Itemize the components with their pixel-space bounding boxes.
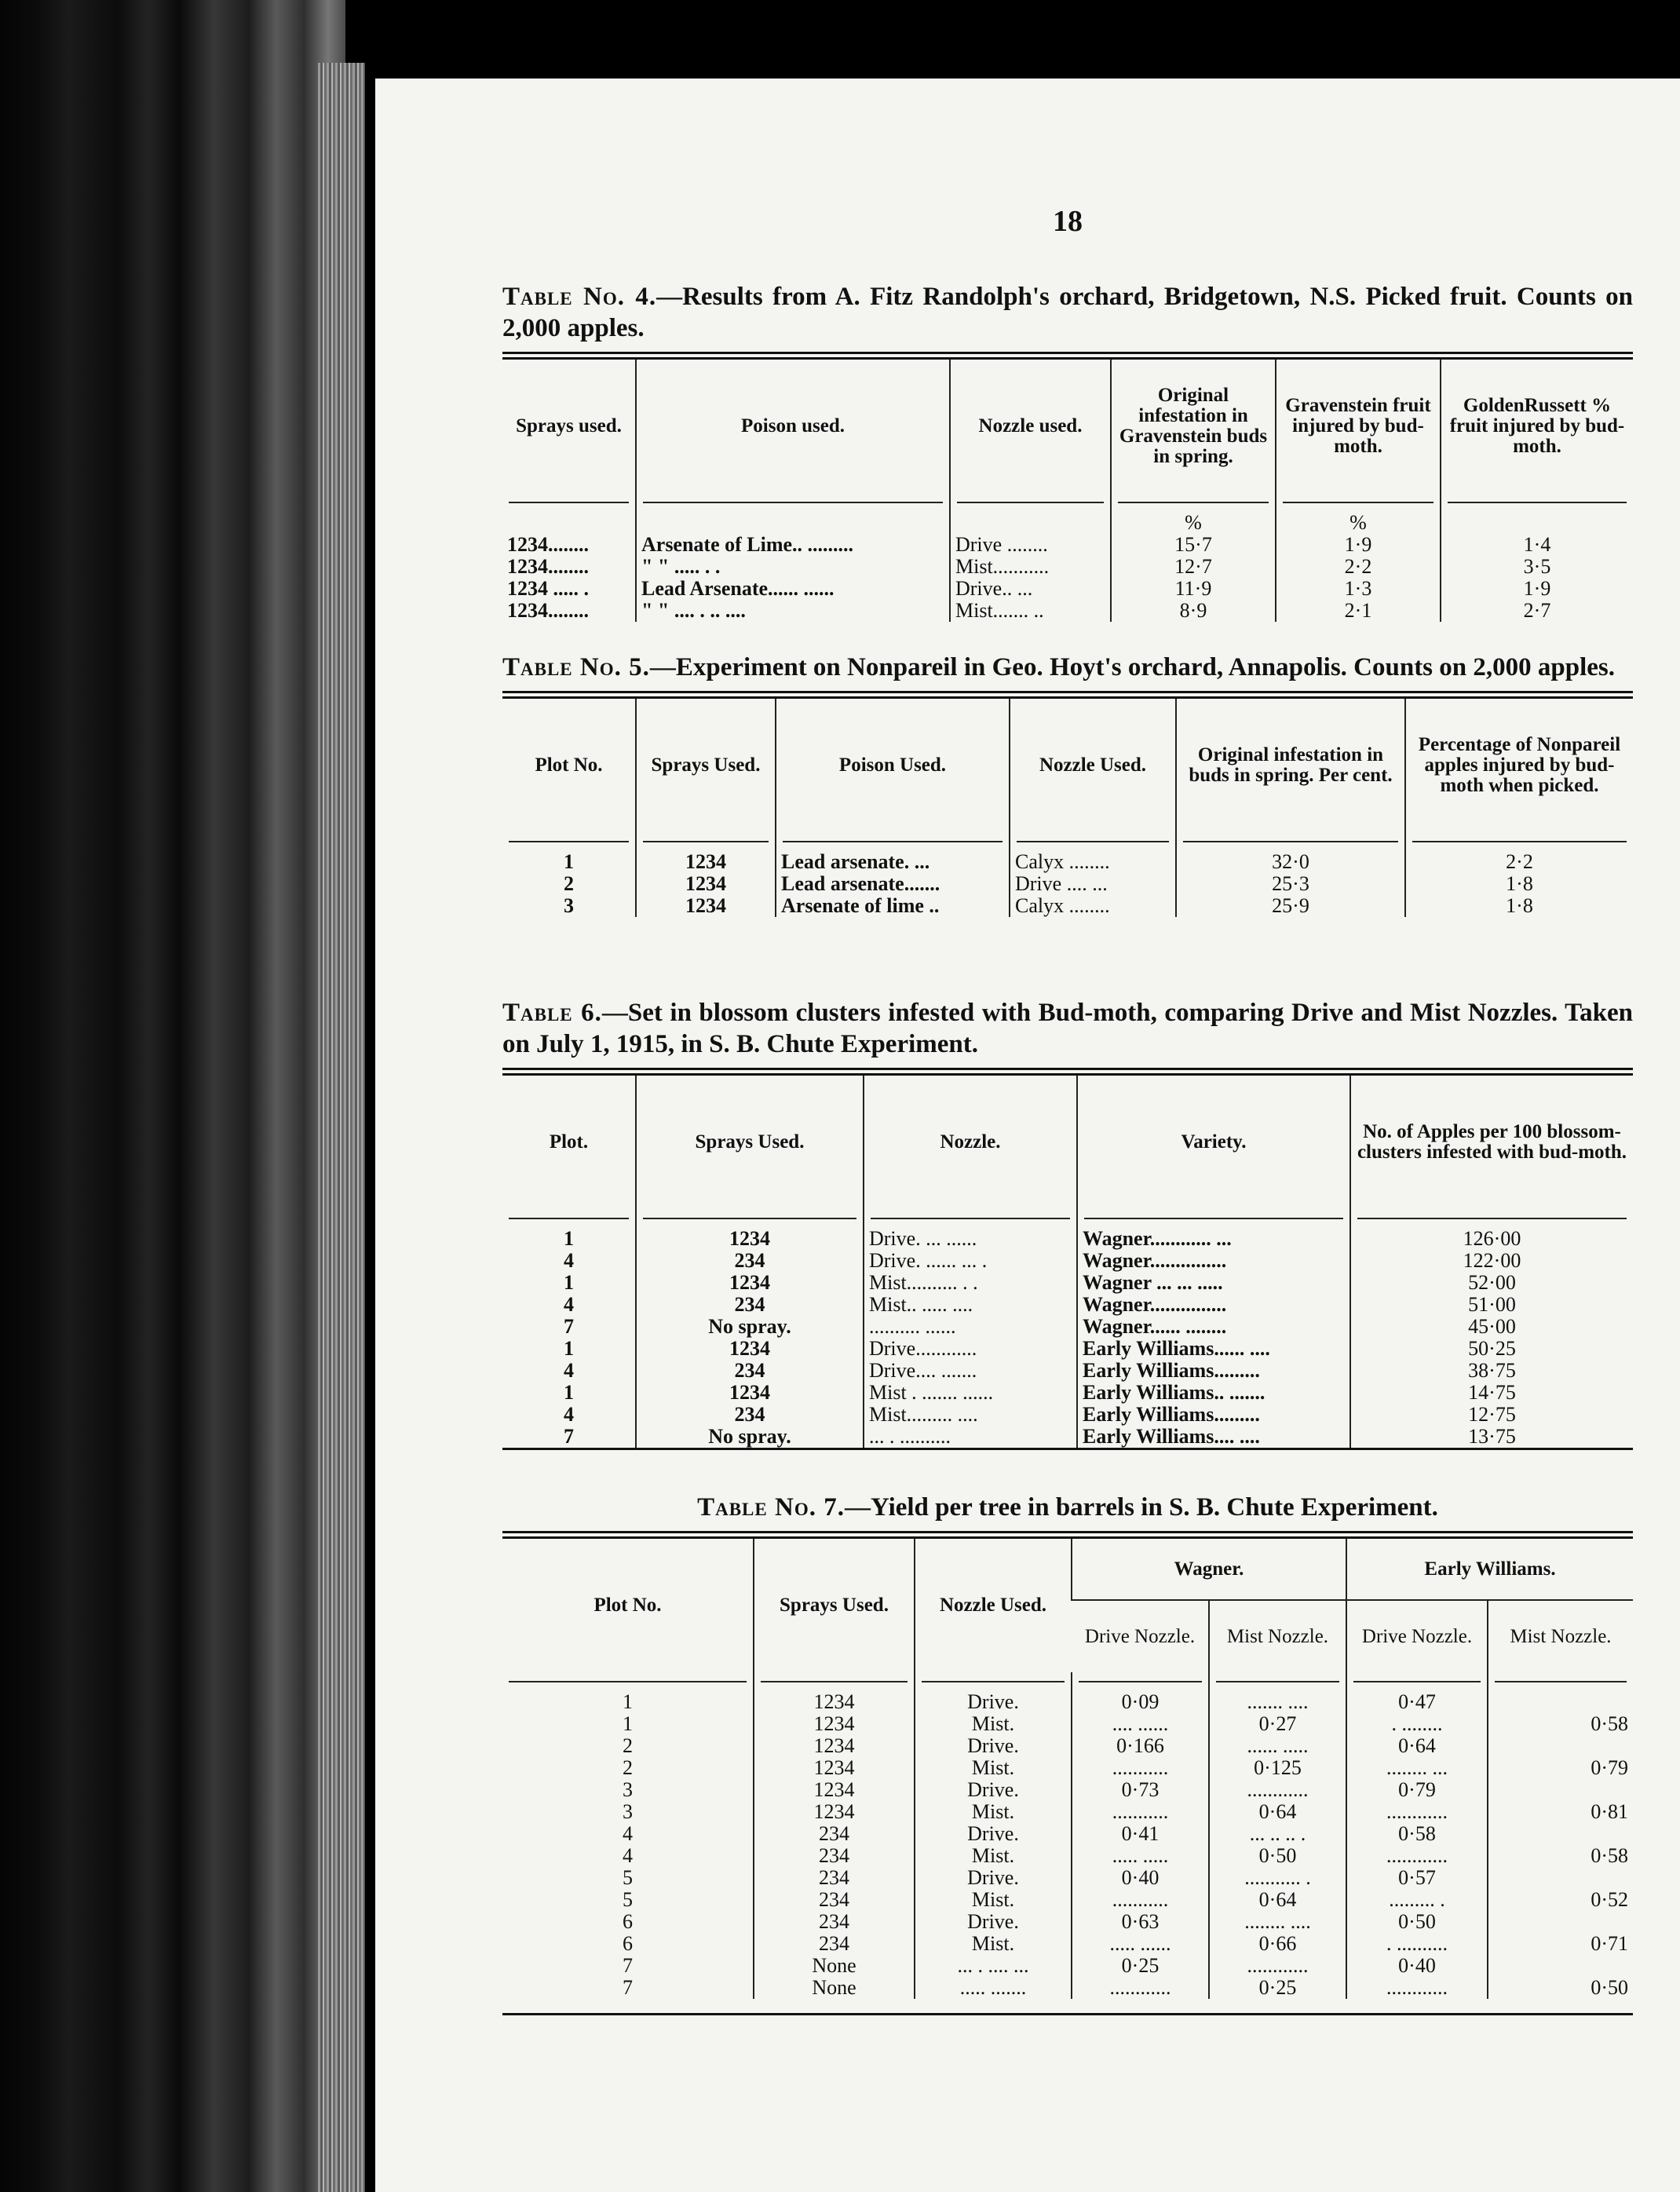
table6-cell: Wagner............... <box>1077 1294 1350 1316</box>
table7-cell: 234 <box>754 1867 915 1889</box>
table7-cell: 0·40 <box>1346 1955 1488 1977</box>
table7-cell: 0·40 <box>1072 1867 1209 1889</box>
table7-cell: ....... .... <box>1209 1691 1346 1713</box>
table4-unit: % <box>1276 512 1441 534</box>
table7-cell: 2 <box>623 1734 633 1757</box>
table6-cell: 234 <box>636 1250 864 1272</box>
table7-cell: 5 <box>623 1888 633 1911</box>
table7-cell: ............ <box>1209 1779 1346 1801</box>
table4-unit-row <box>502 512 1633 534</box>
table6-cell: No spray. <box>636 1426 864 1448</box>
table7-cell: 0·09 <box>1072 1691 1209 1713</box>
table7-row <box>502 1845 1633 1867</box>
table4-caption-text: —Results from A. Fitz Randolph's orchard, Bridgetown, N.S. Picked fruit. Counts on 2,000 apples. <box>502 283 1633 342</box>
table4-header-cell: Original infestation in Gravenstein buds in spring. <box>1111 360 1276 493</box>
table7-header-cell: Mist Nozzle. <box>1488 1600 1633 1672</box>
table6-row <box>502 1250 1633 1272</box>
table7-cell <box>1488 1823 1633 1845</box>
table7-top-rule <box>502 1531 1633 1539</box>
table6-cell: 52·00 <box>1350 1272 1633 1294</box>
table6-cell: Mist.. ..... .... <box>864 1294 1077 1316</box>
table6-cell: 50·25 <box>1350 1338 1633 1360</box>
table5-header-cell: Plot No. <box>535 754 603 776</box>
table5-cell: 32·0 <box>1176 851 1405 873</box>
table5-cell: Drive .... ... <box>1010 873 1176 895</box>
table7-cell: ..... ...... <box>1072 1933 1209 1955</box>
table6-header-row <box>502 1076 1633 1209</box>
table6-cell: 234 <box>636 1404 864 1426</box>
table4-top-rule <box>502 352 1633 360</box>
table6-row <box>502 1294 1633 1316</box>
table4-cell: 11·9 <box>1111 578 1276 600</box>
table4-cell: Mist....... .. <box>950 600 1111 622</box>
table5-cell: 1·8 <box>1405 873 1633 895</box>
table6-cell: Early Williams.... .... <box>1077 1426 1350 1448</box>
table7-cell: Mist. <box>915 1757 1072 1779</box>
table7-row <box>502 1889 1633 1911</box>
table6-row <box>502 1338 1633 1360</box>
table7-group-header: Wagner. <box>1072 1539 1346 1600</box>
table5-cell: 1·8 <box>1405 895 1633 917</box>
table4-cell: 1·3 <box>1276 578 1441 600</box>
table7-cell: 4 <box>623 1844 633 1867</box>
table6-header-cell: Nozzle. <box>864 1076 1077 1209</box>
table5-cell: 3 <box>564 894 574 917</box>
table6-bottom-rule <box>502 1448 1633 1450</box>
table6-cell: 1 <box>564 1227 574 1250</box>
table4-header-cell: Gravenstein fruit injured by bud-moth. <box>1276 360 1441 493</box>
table7-cell: 0·79 <box>1346 1779 1488 1801</box>
table7-cell <box>1488 1779 1633 1801</box>
table7-cell: 6 <box>623 1932 633 1955</box>
table4-header-cell: Sprays used. <box>516 415 622 437</box>
table7-cell: ........... <box>1072 1801 1209 1823</box>
table7-cell: ............ <box>1072 1977 1209 1999</box>
table4-cell: " " .... . .. .... <box>636 600 950 622</box>
table7-cell: 3 <box>623 1800 633 1823</box>
table7-cell: ............ <box>1209 1955 1346 1977</box>
table7-header-cell: Drive Nozzle. <box>1084 1625 1196 1647</box>
table7-cell: 0·27 <box>1209 1713 1346 1735</box>
table5-top-rule <box>502 691 1633 699</box>
table7-lead: Table No. 7. <box>697 1493 845 1522</box>
table6-cell: 1234 <box>636 1338 864 1360</box>
table5-cell: 1 <box>564 850 574 873</box>
table6-cell: 13·75 <box>1350 1426 1633 1448</box>
table4-header-cell: Nozzle used. <box>950 360 1111 493</box>
table7-cell: ... . .... ... <box>915 1955 1072 1977</box>
table4-cell: 3·5 <box>1441 556 1633 578</box>
table7-cell: ......... . <box>1346 1889 1488 1911</box>
table7-row <box>502 1691 1633 1713</box>
table4-header-cell: Poison used. <box>636 360 950 493</box>
table6 <box>502 1076 1633 1448</box>
table7-cell: ............ <box>1346 1801 1488 1823</box>
table7-cell: 0·41 <box>1072 1823 1209 1845</box>
table7-cell: 1234 <box>754 1779 915 1801</box>
table7-cell: 0·79 <box>1488 1757 1633 1779</box>
table7-cell: 1234 <box>754 1691 915 1713</box>
table6-cell: Early Williams...... .... <box>1077 1338 1350 1360</box>
table7-cell: 1234 <box>754 1801 915 1823</box>
table7-row <box>502 1823 1633 1845</box>
table4-cell: Drive ........ <box>950 534 1111 556</box>
table5-cell: 1234 <box>636 895 776 917</box>
table7-cell: 1 <box>623 1690 633 1713</box>
table4-row <box>502 534 1633 556</box>
table4-cell: Drive.. ... <box>950 578 1111 600</box>
table7-cell: 0·50 <box>1346 1911 1488 1933</box>
table5-cell: Calyx ........ <box>1010 851 1176 873</box>
table4-cell: 1234 ..... . <box>507 577 589 600</box>
table4-row <box>502 600 1633 622</box>
table7-header-cell: Mist Nozzle. <box>1209 1600 1346 1672</box>
table7-cell: 0·57 <box>1346 1867 1488 1889</box>
table5-cell: Lead arsenate. ... <box>776 851 1010 873</box>
table6-cell: 234 <box>636 1360 864 1382</box>
table6-cell: 51·00 <box>1350 1294 1633 1316</box>
table6-cell: No spray. <box>636 1316 864 1338</box>
table6-cell: 1 <box>564 1381 574 1404</box>
table7-cell: Mist. <box>915 1845 1072 1867</box>
table6-cell: 45·00 <box>1350 1316 1633 1338</box>
table6-caption-text: —Set in blossom clusters infested with Bud-moth, comparing Drive and Mist Nozzles. Taken on July 1, 1915, in S. B. Chute Experiment. <box>502 999 1633 1058</box>
table4-cell: Lead Arsenate...... ...... <box>636 578 950 600</box>
table4-cell: 1234........ <box>507 555 589 578</box>
table7-cell: 0·50 <box>1488 1977 1633 1999</box>
table5-row <box>502 873 1633 895</box>
table7-cell: ........ ... <box>1346 1757 1488 1779</box>
table7-cell <box>1488 1735 1633 1757</box>
table6-cell: 1234 <box>636 1272 864 1294</box>
table6-cell: 234 <box>636 1294 864 1316</box>
table4-cell: 1·9 <box>1441 578 1633 600</box>
table6-block <box>502 997 1633 1450</box>
table6-row <box>502 1272 1633 1294</box>
table7-cell: Drive. <box>915 1735 1072 1757</box>
table7-row <box>502 1977 1633 1999</box>
table7-cell: Drive. <box>915 1779 1072 1801</box>
table5-header-cell: Poison Used. <box>776 699 1010 832</box>
table7-cell: 0·58 <box>1488 1713 1633 1735</box>
table6-header-cell: Sprays Used. <box>636 1076 864 1209</box>
table5 <box>502 699 1633 917</box>
table7-cell: 1 <box>623 1712 633 1735</box>
table5-header-cell: Percentage of Nonpareil apples injured by bud-moth when picked. <box>1405 699 1633 832</box>
page-edges <box>318 63 365 2192</box>
table7-cell: 2 <box>623 1756 633 1779</box>
table5-lead: Table No. 5. <box>502 653 650 681</box>
table4-cell: 8·9 <box>1111 600 1276 622</box>
table5-cell: 25·3 <box>1176 873 1405 895</box>
table7-cell: ..... ..... <box>1072 1845 1209 1867</box>
table6-cell: Drive. ... ...... <box>864 1228 1077 1250</box>
table7-row <box>502 1955 1633 1977</box>
table7-cell: 0·125 <box>1209 1757 1346 1779</box>
table7-cell: 0·66 <box>1209 1933 1346 1955</box>
table6-cell: 1 <box>564 1271 574 1294</box>
table4-block <box>502 281 1633 622</box>
table7-cell: 234 <box>754 1845 915 1867</box>
table6-cell: 1 <box>564 1337 574 1360</box>
table6-cell: 7 <box>564 1315 574 1338</box>
table7-cell: 1234 <box>754 1713 915 1735</box>
table6-cell: 4 <box>564 1293 574 1316</box>
table4-unit: % <box>1111 512 1276 534</box>
table7-row <box>502 1801 1633 1823</box>
table7-cell: 5 <box>623 1866 633 1889</box>
table5-header-cell: Sprays Used. <box>636 699 776 832</box>
table7-caption-text: —Yield per tree in barrels in S. B. Chute Experiment. <box>844 1493 1438 1522</box>
table7-cell: 0·52 <box>1488 1889 1633 1911</box>
table5-cell: 1234 <box>636 851 776 873</box>
table7-cell: 0·25 <box>1072 1955 1209 1977</box>
table4-row <box>502 578 1633 600</box>
table4-cell: 12·7 <box>1111 556 1276 578</box>
table5-cell: 2 <box>564 872 574 895</box>
table7-cell: 0·64 <box>1209 1889 1346 1911</box>
table7-row <box>502 1779 1633 1801</box>
table7-cell: 0·47 <box>1346 1691 1488 1713</box>
table7-cell: 0·58 <box>1346 1823 1488 1845</box>
table7-row <box>502 1911 1633 1933</box>
table4-caption <box>502 281 1633 344</box>
table7-cell: ........... . <box>1209 1867 1346 1889</box>
table6-header-cell: Variety. <box>1077 1076 1350 1209</box>
table4-cell: 2·2 <box>1276 556 1441 578</box>
table7-cell <box>1488 1911 1633 1933</box>
table6-row <box>502 1426 1633 1448</box>
table7-cell: 7 <box>623 1976 633 1999</box>
table7-row <box>502 1933 1633 1955</box>
table7-cell: 0·71 <box>1488 1933 1633 1955</box>
table7-cell: ........... <box>1072 1889 1209 1911</box>
table5-header-cell: Nozzle Used. <box>1010 699 1176 832</box>
table6-cell: Mist......... .... <box>864 1404 1077 1426</box>
table6-cell: Drive. ...... ... . <box>864 1250 1077 1272</box>
table6-cell: 1234 <box>636 1382 864 1404</box>
table7-cell: . .......... <box>1346 1933 1488 1955</box>
table6-cell: Mist . ....... ...... <box>864 1382 1077 1404</box>
table7-row <box>502 1735 1633 1757</box>
table7-cell: ............ <box>1346 1845 1488 1867</box>
table7-cell: None <box>754 1977 915 1999</box>
table7-cell: . ........ <box>1346 1713 1488 1735</box>
table4-header-cell: GoldenRussett % fruit injured by bud-moth. <box>1441 360 1633 493</box>
table7-cell: Drive. <box>915 1691 1072 1713</box>
table7-cell: 234 <box>754 1823 915 1845</box>
table5-cell: 25·9 <box>1176 895 1405 917</box>
table6-cell: Wagner............ ... <box>1077 1228 1350 1250</box>
table6-cell: Mist.......... . . <box>864 1272 1077 1294</box>
table7-cell: Mist. <box>915 1801 1072 1823</box>
table5-header-row <box>502 699 1633 832</box>
table7-cell <box>1488 1691 1633 1713</box>
table6-cell: 1234 <box>636 1228 864 1250</box>
table7-cell: 0·50 <box>1209 1845 1346 1867</box>
table7-cell: Drive. <box>915 1823 1072 1845</box>
table4-cell: 1·9 <box>1276 534 1441 556</box>
table5-row <box>502 895 1633 917</box>
table6-cell: 4 <box>564 1403 574 1426</box>
table4-cell: 1·4 <box>1441 534 1633 556</box>
page-number: 18 <box>1053 205 1083 238</box>
table4-cell: 2·1 <box>1276 600 1441 622</box>
table7-cell: 234 <box>754 1933 915 1955</box>
table6-cell: Wagner ... ... ..... <box>1077 1272 1350 1294</box>
table7-block <box>502 1492 1633 2015</box>
table4-cell: 1234........ <box>507 533 589 556</box>
table6-top-rule <box>502 1068 1633 1076</box>
table5-caption-text: —Experiment on Nonpareil in Geo. Hoyt's orchard, Annapolis. Counts on 2,000 apples. <box>649 653 1615 681</box>
table6-row <box>502 1360 1633 1382</box>
table6-row <box>502 1404 1633 1426</box>
table7-cell: 0·81 <box>1488 1801 1633 1823</box>
table7-header-cell: Drive Nozzle. <box>1346 1600 1488 1672</box>
table6-cell: Wagner............... <box>1077 1250 1350 1272</box>
table6-cell: 4 <box>564 1359 574 1382</box>
table7-cell <box>1488 1867 1633 1889</box>
table7-cell: 3 <box>623 1778 633 1801</box>
table7-cell: 234 <box>754 1911 915 1933</box>
table6-cell: 38·75 <box>1350 1360 1633 1382</box>
table6-header-cell: Plot. <box>549 1131 589 1153</box>
table4-cell: 1234........ <box>507 599 589 622</box>
table7-header-cell: Plot No. <box>593 1595 662 1616</box>
table7-cell: 0·58 <box>1488 1845 1633 1867</box>
table4-header-row <box>502 360 1633 493</box>
table7-row <box>502 1713 1633 1735</box>
table7-cell <box>1488 1955 1633 1977</box>
table7-caption <box>502 1492 1633 1523</box>
table6-row <box>502 1228 1633 1250</box>
table6-row <box>502 1382 1633 1404</box>
table5-row <box>502 851 1633 873</box>
table7-separator <box>502 1672 1633 1691</box>
table7-cell: ... .. .. . <box>1209 1823 1346 1845</box>
table6-cell: 4 <box>564 1249 574 1272</box>
table5-caption <box>502 652 1633 683</box>
table6-cell: 122·00 <box>1350 1250 1633 1272</box>
table5-separator <box>502 832 1633 851</box>
table4-cell: Mist........... <box>950 556 1111 578</box>
table7-cell: Mist. <box>915 1889 1072 1911</box>
table7-cell: Mist. <box>915 1933 1072 1955</box>
table7-bottom-rule <box>502 2013 1633 2015</box>
table6-cell: 12·75 <box>1350 1404 1633 1426</box>
table6-row <box>502 1316 1633 1338</box>
table6-cell: Early Williams.. ....... <box>1077 1382 1350 1404</box>
table7-cell: Drive. <box>915 1911 1072 1933</box>
table7-header-cell: Nozzle Used. <box>915 1539 1072 1672</box>
table5-cell: Arsenate of lime .. <box>776 895 1010 917</box>
table7-cell: ........ .... <box>1209 1911 1346 1933</box>
table7-group-header: Early Williams. <box>1346 1539 1633 1600</box>
table7-cell: None <box>754 1955 915 1977</box>
table7-cell: .... ...... <box>1072 1713 1209 1735</box>
table7-cell: 4 <box>623 1822 633 1845</box>
table6-cell: Wagner...... ........ <box>1077 1316 1350 1338</box>
table7-header-cell: Sprays Used. <box>754 1539 915 1672</box>
table5-header-cell: Original infestation in buds in spring. Per cent. <box>1176 699 1405 832</box>
table7-cell: 0·63 <box>1072 1911 1209 1933</box>
table4-cell: 15·7 <box>1111 534 1276 556</box>
table6-cell: ... . .......... <box>864 1426 1077 1448</box>
table7-cell: 0·166 <box>1072 1735 1209 1757</box>
table4-row <box>502 556 1633 578</box>
table5-cell: 2·2 <box>1405 851 1633 873</box>
table7-cell: 0·73 <box>1072 1779 1209 1801</box>
table7-cell: 7 <box>623 1954 633 1977</box>
table6-cell: 14·75 <box>1350 1382 1633 1404</box>
table5-cell: Lead arsenate....... <box>776 873 1010 895</box>
table5-cell: Calyx ........ <box>1010 895 1176 917</box>
table4-lead: Table No. 4. <box>502 283 657 311</box>
table7-cell: 6 <box>623 1910 633 1933</box>
table7-cell: 1234 <box>754 1757 915 1779</box>
book-binding <box>0 0 345 2192</box>
table7-cell: 234 <box>754 1889 915 1911</box>
table7 <box>502 1539 1633 1999</box>
table7-cell: Drive. <box>915 1867 1072 1889</box>
table4 <box>502 360 1633 622</box>
table7-cell: Mist. <box>915 1713 1072 1735</box>
table6-cell: Drive.... ....... <box>864 1360 1077 1382</box>
table6-cell: 126·00 <box>1350 1228 1633 1250</box>
table6-header-cell: No. of Apples per 100 blossom-clusters infested with bud-moth. <box>1350 1076 1633 1209</box>
table7-cell: 0·64 <box>1209 1801 1346 1823</box>
table6-lead: Table 6. <box>502 999 602 1027</box>
table7-cell: 0·64 <box>1346 1735 1488 1757</box>
table6-separator <box>502 1209 1633 1228</box>
table4-cell: Arsenate of Lime.. ......... <box>636 534 950 556</box>
table7-cell: ............ <box>1346 1977 1488 1999</box>
table7-cell: ..... ....... <box>915 1977 1072 1999</box>
table7-row <box>502 1867 1633 1889</box>
table4-separator <box>502 493 1633 512</box>
table7-cell: ........... <box>1072 1757 1209 1779</box>
table6-cell: 7 <box>564 1425 574 1448</box>
table7-cell: 0·25 <box>1209 1977 1346 1999</box>
table7-header-row-1 <box>502 1539 1633 1600</box>
table4-cell: " " ..... . . <box>636 556 950 578</box>
table6-cell: .......... ...... <box>864 1316 1077 1338</box>
table7-cell: ...... ..... <box>1209 1735 1346 1757</box>
table6-cell: Early Williams......... <box>1077 1360 1350 1382</box>
table6-cell: Drive............ <box>864 1338 1077 1360</box>
table5-cell: 1234 <box>636 873 776 895</box>
table5-block <box>502 652 1633 917</box>
table6-cell: Early Williams......... <box>1077 1404 1350 1426</box>
table7-cell: 1234 <box>754 1735 915 1757</box>
table7-row <box>502 1757 1633 1779</box>
table6-caption <box>502 997 1633 1060</box>
table4-cell: 2·7 <box>1441 600 1633 622</box>
